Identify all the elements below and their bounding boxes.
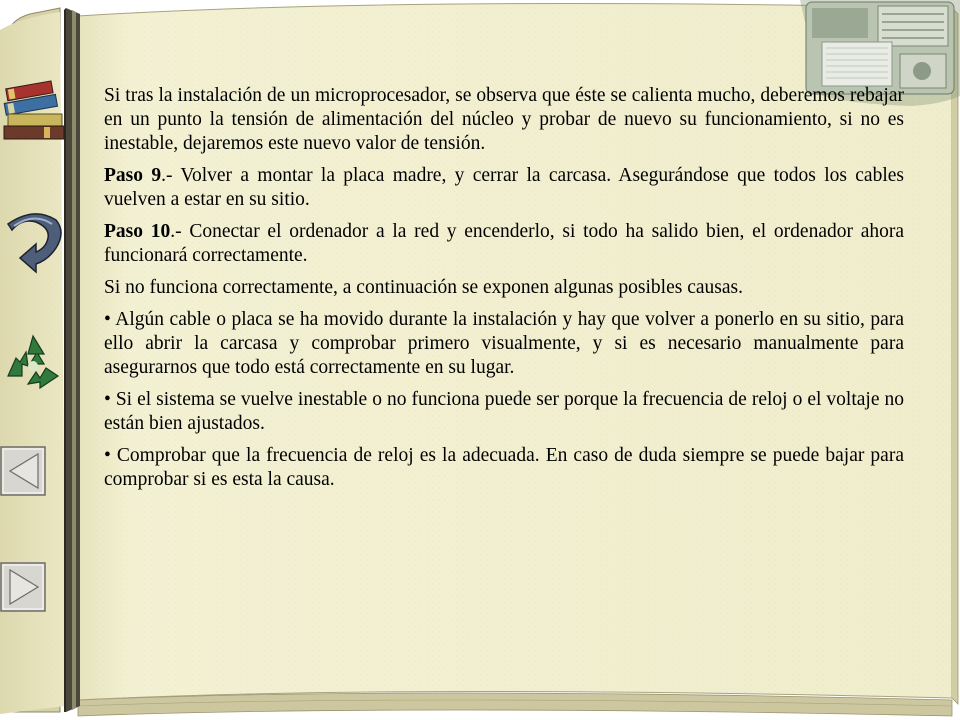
paso-10-label: Paso 10 (104, 221, 171, 242)
recycle-icon[interactable] (0, 330, 66, 396)
next-slide-button[interactable] (0, 562, 48, 614)
return-arrow-icon[interactable] (0, 202, 68, 276)
paso-9-label: Paso 9 (104, 165, 162, 186)
bullet-sistema-inestable: • Si el sistema se vuelve inestable o no funciona puede ser porque la frecuencia de reloj o el voltaje no están bien ajustados. (104, 389, 904, 434)
paso-10-text: .- Conectar el ordenador a la red y encenderlo, si todo ha salido bien, el ordenador ahora funcionará correctamente. (104, 221, 905, 266)
paragraph-paso-9 (104, 164, 904, 212)
books-icon[interactable] (0, 76, 72, 146)
previous-slide-button[interactable] (0, 446, 48, 498)
paragraph-paso-10 (104, 220, 904, 268)
paso-9-text: .- Volver a montar la placa madre, y cerrar la carcasa. Asegurándose que todos los cables vuelven a estar en su sitio. (104, 165, 904, 210)
paragraph-intro: Si tras la instalación de un microprocesador, se observa que éste se calienta mucho, deberemos rebajar en un punto la tensión de alimentación del núcleo y probar de nuevo su funcionamiento, si no es inestable, dejaremos este nuevo valor de tensión. (104, 85, 904, 154)
slide-content (104, 84, 904, 500)
bullet-frecuencia-reloj: • Comprobar que la frecuencia de reloj es la adecuada. En caso de duda siempre se puede bajar para comprobar si es esta la causa. (104, 445, 904, 490)
paragraph-causas-intro: Si no funciona correctamente, a continuación se exponen algunas posibles causas. (104, 277, 743, 298)
bullet-cable-placa: • Algún cable o placa se ha movido durante la instalación y hay que volver a ponerlo en su sitio, para ello abrir la carcasa y comprobar primero visualmente, y si es necesario manualmente para asegurarnos que todo está correctamente en su lugar. (104, 309, 904, 378)
